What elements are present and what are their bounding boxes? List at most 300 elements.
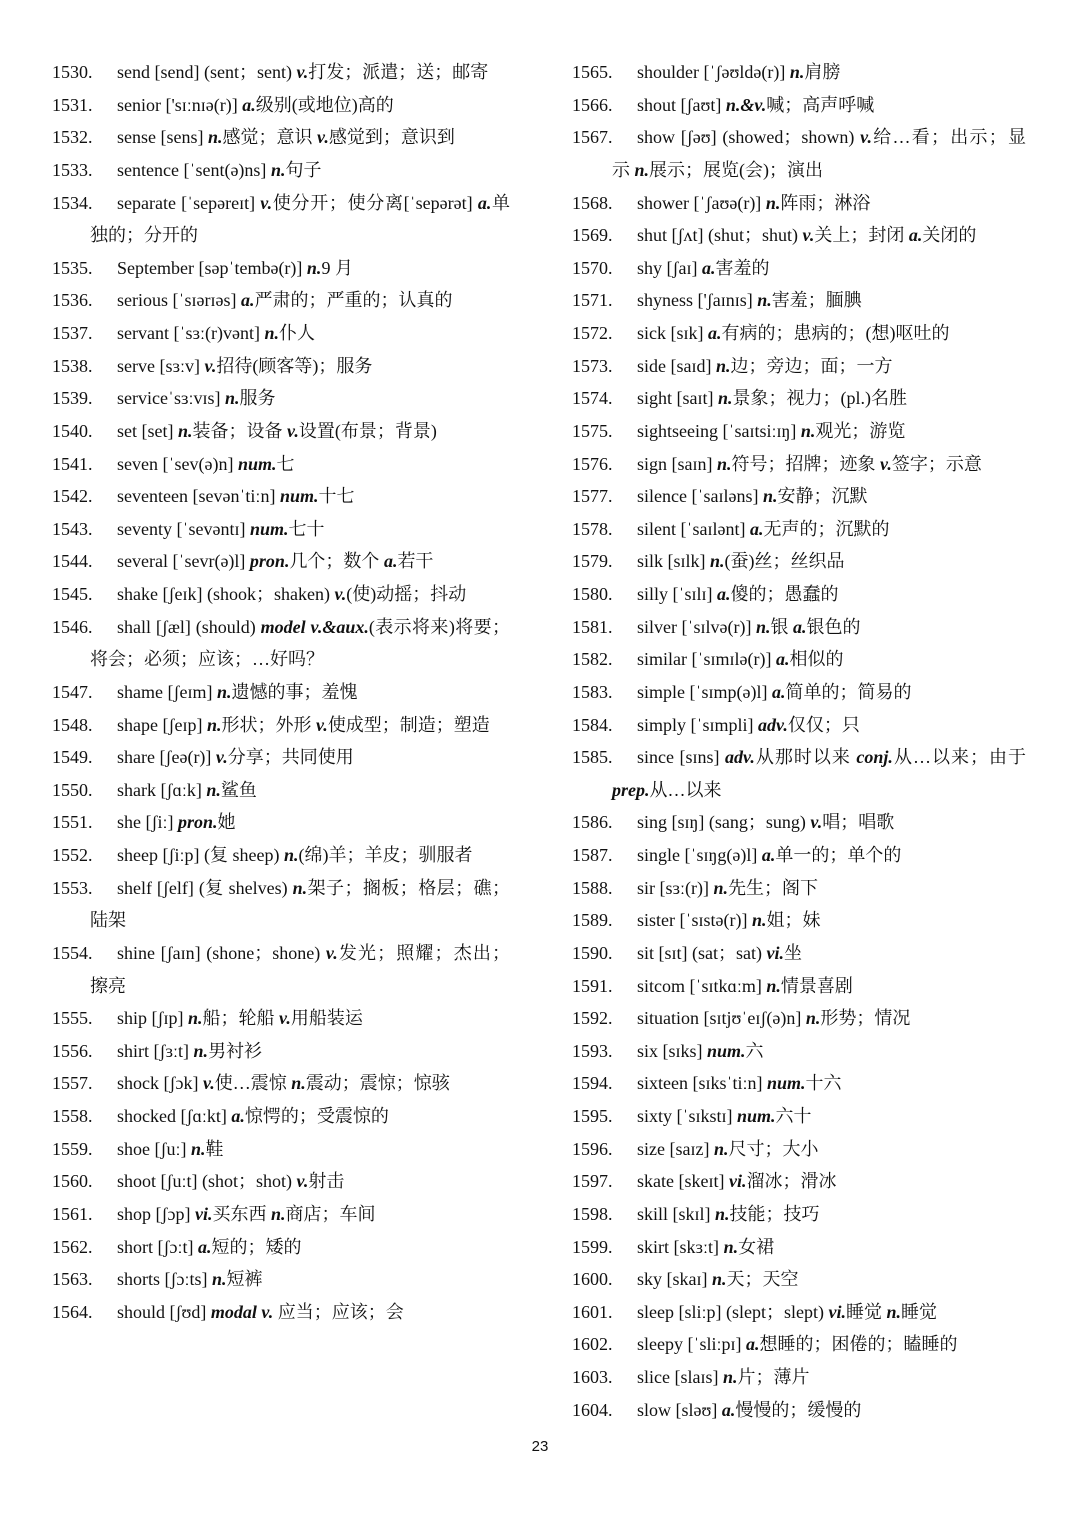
vocab-entry — [52, 154, 510, 187]
vocab-entry — [52, 513, 510, 546]
entry-number: 1536. — [52, 290, 93, 311]
vocab-entry — [52, 448, 510, 481]
vocab-entry — [572, 1263, 1026, 1296]
part-of-speech: model v.&aux. — [260, 616, 369, 637]
part-of-speech: n. — [886, 1301, 901, 1322]
entry-number: 1567. — [572, 127, 613, 148]
entry-number: 1601. — [572, 1301, 613, 1322]
definition-text: 句子 — [285, 159, 322, 180]
part-of-speech: a. — [477, 192, 492, 213]
definition-text: (绵)羊；羊皮；驯服者 — [298, 845, 473, 865]
entry-number: 1544. — [52, 551, 93, 572]
definition-text: 无声的；沉默的 — [763, 518, 890, 539]
part-of-speech: n. — [283, 845, 299, 865]
part-of-speech: a. — [775, 649, 790, 670]
definition-text: 天；天空 — [726, 1269, 799, 1290]
headword-text: should [ʃʊd] — [117, 1301, 211, 1322]
entry-number: 1543. — [52, 518, 93, 539]
definition-text: 傻的；愚蠢的 — [730, 584, 839, 604]
headword-text: seventeen [sevənˈtiːn] — [117, 486, 280, 507]
definition-text: 用船装运 — [290, 1008, 363, 1029]
definition-text: 想睡的；困倦的；瞌睡的 — [759, 1334, 958, 1355]
vocab-entry — [572, 187, 1026, 220]
headword-text: shoot [ʃuːt] (shot；shot) — [117, 1171, 297, 1192]
part-of-speech: v. — [802, 225, 815, 246]
headword-text: sleepy [ˈsliːpɪ] — [637, 1334, 746, 1355]
definition-text: 买东西 — [212, 1203, 271, 1224]
entry-number: 1530. — [52, 62, 93, 82]
entry-number: 1534. — [52, 192, 93, 213]
vocab-entry — [572, 643, 1026, 676]
entry-number: 1561. — [52, 1203, 93, 1224]
definition-text: 服务 — [239, 388, 276, 409]
vocab-entry — [572, 709, 1026, 742]
vocab-entry — [52, 284, 510, 317]
part-of-speech: a. — [717, 584, 731, 604]
definition-text: 六 — [745, 1040, 764, 1061]
headword-text: sentence [ˈsent(ə)ns] — [117, 159, 271, 180]
vocab-column-left — [52, 56, 510, 1328]
vocab-entry — [572, 1133, 1026, 1166]
part-of-speech: a. — [792, 616, 807, 637]
part-of-speech: v. — [325, 942, 338, 963]
definition-text: 景象；视力；(pl.)名胜 — [732, 388, 908, 409]
entry-number: 1579. — [572, 551, 613, 572]
vocab-entry — [572, 219, 1026, 252]
part-of-speech: n. — [757, 290, 772, 311]
entry-number: 1596. — [572, 1138, 613, 1159]
entry-number: 1533. — [52, 159, 93, 180]
definition-text: (使)动摇；抖动 — [346, 584, 467, 604]
vocab-entry — [52, 872, 510, 937]
entry-number: 1570. — [572, 257, 613, 278]
definition-text: 边；旁边；面；一方 — [730, 355, 893, 376]
entry-number: 1574. — [572, 388, 613, 409]
vocab-entry — [572, 676, 1026, 709]
part-of-speech: a. — [197, 1236, 212, 1257]
headword-text: situation [sɪtjʊˈeɪʃ(ə)n] — [637, 1008, 806, 1029]
part-of-speech: n. — [211, 1269, 227, 1290]
part-of-speech: modal v. — [210, 1301, 274, 1322]
headword-text: shy [ʃaɪ] — [637, 257, 702, 278]
entry-number: 1591. — [572, 975, 613, 996]
definition-text: 级别(或地位)高的 — [255, 94, 394, 115]
vocab-entry — [572, 513, 1026, 546]
headword-text: servant [ˈsɜː(r)vənt] — [117, 323, 265, 343]
vocab-column-right — [572, 56, 1026, 1426]
vocab-entry — [572, 806, 1026, 839]
headword-text: shame [ʃeɪm] — [117, 681, 217, 702]
definition-text: 形势；情况 — [820, 1008, 911, 1029]
entry-number: 1577. — [572, 486, 613, 507]
entry-number: 1531. — [52, 94, 93, 115]
entry-number: 1594. — [572, 1073, 613, 1094]
definition-text: 感觉到；意识到 — [328, 127, 455, 148]
vocab-entry — [52, 480, 510, 513]
headword-text: short [ʃɔːt] — [117, 1236, 198, 1257]
definition-text: 睡觉 — [845, 1301, 887, 1322]
definition-text: 六十 — [775, 1106, 812, 1126]
vocab-entry — [572, 89, 1026, 122]
definition-text: 若干 — [397, 551, 434, 572]
vocab-entry — [52, 1067, 510, 1100]
vocab-entry — [52, 839, 510, 872]
headword-text: skirt [skɜːt] — [637, 1236, 724, 1257]
entry-number: 1562. — [52, 1236, 93, 1257]
definition-text: 害羞的 — [715, 257, 770, 278]
part-of-speech: n. — [717, 453, 732, 474]
definition-text: 姐；妹 — [766, 910, 821, 931]
headword-text: shout [ʃaʊt] — [637, 94, 726, 115]
part-of-speech: vi. — [828, 1301, 846, 1322]
headword-text: sing [sɪŋ] (sang；sung) — [637, 812, 811, 833]
part-of-speech: num. — [766, 1073, 806, 1094]
part-of-speech: n. — [206, 779, 221, 800]
vocab-entry — [52, 1263, 510, 1296]
part-of-speech: v. — [204, 355, 217, 376]
definition-text: 从…以来 — [649, 779, 722, 800]
headword-text: shape [ʃeɪp] — [117, 714, 207, 735]
definition-text: 震动；震惊；惊骇 — [305, 1073, 450, 1094]
definition-text: 溜冰；滑冰 — [746, 1171, 837, 1192]
part-of-speech: n. — [805, 1008, 821, 1029]
part-of-speech: n. — [291, 1073, 306, 1094]
part-of-speech: n. — [216, 681, 232, 702]
vocab-entry — [52, 121, 510, 154]
entry-number: 1539. — [52, 388, 93, 409]
part-of-speech: n. — [713, 877, 729, 898]
headword-text: shoulder [ˈʃəʊldə(r)] — [637, 62, 790, 82]
definition-text: 尺寸；大小 — [728, 1138, 819, 1159]
headword-text: sick [sɪk] — [637, 323, 708, 343]
vocab-entry — [52, 578, 510, 611]
part-of-speech: a. — [701, 257, 716, 278]
vocab-entry — [52, 89, 510, 122]
definition-text: 分享；共同使用 — [227, 747, 354, 768]
vocab-entry — [572, 252, 1026, 285]
headword-text: separate [ˈsepəreɪt] — [117, 192, 261, 213]
vocab-entry — [572, 317, 1026, 350]
definition-text: 惊愕的；受震惊的 — [244, 1106, 389, 1126]
part-of-speech: n. — [306, 257, 322, 278]
vocab-entry — [572, 578, 1026, 611]
vocab-entry — [572, 741, 1026, 806]
definition-text: 射击 — [308, 1171, 345, 1192]
definition-text: 唱；唱歌 — [822, 812, 895, 833]
entry-number: 1556. — [52, 1040, 93, 1061]
headword-text: sheep [ʃiːp] (复 sheep) — [117, 845, 284, 865]
headword-text: show [ʃəʊ] (showed；shown) — [637, 127, 861, 148]
part-of-speech: v. — [279, 1008, 291, 1029]
headword-text: shark [ʃɑːk] — [117, 779, 207, 800]
definition-text: 关上；封闭 — [814, 225, 909, 246]
vocab-entry — [572, 1394, 1026, 1427]
part-of-speech: v. — [296, 62, 309, 82]
headword-text: sense [sens] — [117, 127, 208, 148]
entry-number: 1580. — [572, 584, 613, 604]
headword-text: shorts [ʃɔːts] — [117, 1269, 212, 1290]
part-of-speech: vi. — [194, 1203, 213, 1224]
headword-text: seven [ˈsev(ə)n] — [117, 453, 238, 474]
headword-text: skill [skɪl] — [637, 1203, 716, 1224]
part-of-speech: n. — [292, 877, 308, 898]
definition-text: 十七 — [318, 486, 355, 507]
headword-text: sixty [ˈsɪkstɪ] — [637, 1106, 738, 1126]
part-of-speech: a. — [745, 1334, 760, 1355]
part-of-speech: n. — [789, 62, 805, 82]
definition-text: 仆人 — [279, 323, 316, 343]
definition-text: 喊；高声呼喊 — [766, 94, 875, 115]
definition-text: 遗憾的事；羞愧 — [231, 681, 358, 702]
vocab-entry — [572, 1198, 1026, 1231]
part-of-speech: n. — [723, 1236, 739, 1257]
part-of-speech: num. — [279, 486, 319, 507]
definition-text: 简单的；简易的 — [785, 681, 912, 702]
headword-text: serviceˈsɜːvɪs] — [117, 388, 226, 409]
part-of-speech: n. — [193, 1040, 209, 1061]
part-of-speech: prep. — [612, 779, 650, 800]
vocab-entry — [52, 56, 510, 89]
headword-text: sister [ˈsɪstə(r)] — [637, 910, 752, 931]
part-of-speech: n. — [190, 1138, 206, 1159]
headword-text: send [send] (sent；sent) — [117, 62, 297, 82]
headword-text: shop [ʃɔp] — [117, 1203, 195, 1224]
entry-number: 1581. — [572, 616, 613, 637]
definition-text: 符号；招牌；迹象 — [731, 453, 881, 474]
part-of-speech: a. — [383, 551, 398, 572]
entry-number: 1595. — [572, 1106, 613, 1126]
part-of-speech: a. — [908, 225, 923, 246]
headword-text: set [set] — [117, 420, 178, 441]
vocab-entry — [572, 839, 1026, 872]
headword-text: shocked [ʃɑːkt] — [117, 1106, 232, 1126]
vocab-entry — [572, 611, 1026, 644]
part-of-speech: v. — [296, 1171, 309, 1192]
headword-text: silence [ˈsaɪləns] — [637, 486, 763, 507]
vocab-entry — [572, 1165, 1026, 1198]
part-of-speech: a. — [749, 518, 764, 539]
definition-text: 男衬衫 — [208, 1040, 263, 1061]
part-of-speech: n. — [713, 1138, 729, 1159]
vocab-entry — [572, 1361, 1026, 1394]
definition-text: 女裙 — [738, 1236, 775, 1257]
definition-text: 有病的；患病的；(想)呕吐的 — [721, 323, 950, 343]
vocab-entry — [52, 187, 510, 252]
entry-number: 1588. — [572, 877, 613, 898]
definition-text: 给…看；出示；显示 — [612, 127, 1027, 180]
part-of-speech: n. — [766, 975, 781, 996]
entry-number: 1535. — [52, 257, 93, 278]
vocab-entry — [52, 545, 510, 578]
definition-text: 阵雨；淋浴 — [780, 192, 871, 213]
part-of-speech: n. — [270, 159, 286, 180]
definition-text: 几个；数个 — [289, 551, 384, 572]
part-of-speech: n. — [800, 420, 816, 441]
vocab-entry — [572, 1002, 1026, 1035]
vocab-entry — [572, 1067, 1026, 1100]
definition-text: 片；薄片 — [737, 1367, 810, 1387]
vocab-entry — [572, 56, 1026, 89]
headword-text: sleep [sliːp] (slept；slept) — [637, 1301, 829, 1322]
headword-text: sightseeing [ˈsaɪtsiːɪŋ] — [637, 420, 801, 441]
part-of-speech: v. — [260, 192, 273, 213]
part-of-speech: a. — [771, 681, 786, 702]
definition-text: 相似的 — [789, 649, 844, 670]
entry-number: 1585. — [572, 747, 613, 768]
part-of-speech: n. — [722, 1367, 738, 1387]
headword-text: shirt [ʃɜːt] — [117, 1040, 194, 1061]
headword-text: senior ['sɪːnɪə(r)] — [117, 94, 243, 115]
headword-text: shall [ʃæl] (should) — [117, 616, 261, 637]
entry-number: 1582. — [572, 649, 613, 670]
part-of-speech: n.&v. — [725, 94, 767, 115]
part-of-speech: v. — [287, 420, 299, 441]
vocab-entry — [52, 676, 510, 709]
definition-text: 使…震惊 — [214, 1073, 292, 1094]
part-of-speech: a. — [242, 94, 256, 115]
entry-number: 1555. — [52, 1008, 93, 1029]
definition-text: 她 — [217, 812, 236, 833]
entry-number: 1560. — [52, 1171, 93, 1192]
headword-text: she [ʃiː] — [117, 812, 178, 833]
definition-text: 情景喜剧 — [780, 975, 853, 996]
entry-number: 1559. — [52, 1138, 93, 1159]
part-of-speech: n. — [206, 714, 222, 735]
definition-text: 技能；技巧 — [729, 1203, 820, 1224]
definition-text: 从那时以来 — [754, 747, 857, 768]
part-of-speech: v. — [215, 747, 228, 768]
part-of-speech: adv. — [725, 747, 755, 768]
part-of-speech: conj. — [856, 747, 893, 768]
entry-number: 1563. — [52, 1269, 93, 1290]
part-of-speech: num. — [737, 1106, 776, 1126]
part-of-speech: a. — [708, 323, 722, 343]
entry-number: 1589. — [572, 910, 613, 931]
headword-text: seventy [ˈsevəntɪ] — [117, 518, 250, 539]
vocab-entry — [572, 904, 1026, 937]
headword-text: September [səpˈtembə(r)] — [117, 257, 307, 278]
definition-text: 9 月 — [321, 257, 353, 278]
vocab-entry — [52, 709, 510, 742]
definition-text: 安静；沉默 — [777, 486, 868, 507]
headword-text: since [sɪns] — [637, 747, 726, 768]
headword-text: shoe [ʃuː] — [117, 1138, 191, 1159]
page-number: 23 — [531, 1438, 549, 1455]
definition-text: 架子；搁板；格层；礁；陆架 — [90, 877, 511, 931]
headword-text: sixteen [sɪksˈtiːn] — [637, 1073, 767, 1094]
entry-number: 1542. — [52, 486, 93, 507]
part-of-speech: vi. — [728, 1171, 747, 1192]
headword-text: silk [sɪlk] — [637, 551, 711, 572]
vocab-entry — [52, 1100, 510, 1133]
vocab-entry — [572, 415, 1026, 448]
entry-number: 1578. — [572, 518, 613, 539]
entry-number: 1558. — [52, 1106, 93, 1126]
definition-text: 打发；派遣；送；邮寄 — [308, 62, 489, 82]
entry-number: 1546. — [52, 616, 93, 637]
headword-text: several [ˈsevr(ə)l] — [117, 551, 250, 572]
entry-number: 1599. — [572, 1236, 613, 1257]
headword-text: sign [saɪn] — [637, 453, 717, 474]
entry-number: 1551. — [52, 812, 93, 833]
part-of-speech: num. — [237, 453, 277, 474]
definition-text: 装备；设备 — [192, 420, 287, 441]
headword-text: shower [ˈʃaʊə(r)] — [637, 192, 766, 213]
definition-text: 招待(顾客等)；服务 — [216, 355, 373, 376]
headword-text: shine [ʃaɪn] (shone；shone) — [117, 942, 326, 963]
entry-number: 1541. — [52, 453, 93, 474]
definition-text: 先生；阁下 — [728, 877, 819, 898]
entry-number: 1572. — [572, 323, 613, 343]
part-of-speech: n. — [712, 1269, 727, 1290]
headword-text: simply [ˈsɪmpli] — [637, 714, 758, 735]
headword-text: six [sɪks] — [637, 1040, 708, 1061]
part-of-speech: v. — [860, 127, 872, 148]
definition-text: 观光；游览 — [815, 420, 906, 441]
entry-number: 1598. — [572, 1203, 613, 1224]
vocab-entry — [572, 1035, 1026, 1068]
entry-number: 1547. — [52, 681, 93, 702]
entry-number: 1587. — [572, 845, 613, 865]
headword-text: serve [sɜːv] — [117, 355, 205, 376]
vocab-entry — [572, 1328, 1026, 1361]
entry-number: 1575. — [572, 420, 613, 441]
part-of-speech: v. — [317, 127, 329, 148]
entry-number: 1573. — [572, 355, 613, 376]
part-of-speech: a. — [761, 845, 776, 865]
vocab-entry — [52, 1231, 510, 1264]
part-of-speech: pron. — [177, 812, 218, 833]
entry-number: 1532. — [52, 127, 93, 148]
vocab-entry — [52, 1035, 510, 1068]
entry-number: 1540. — [52, 420, 93, 441]
headword-text: share [ʃeə(r)] — [117, 747, 216, 768]
part-of-speech: a. — [721, 1399, 736, 1420]
vocab-entry — [572, 448, 1026, 481]
definition-text: 肩膀 — [804, 62, 841, 82]
headword-text: shock [ʃɔk] — [117, 1073, 203, 1094]
entry-number: 1538. — [52, 355, 93, 376]
part-of-speech: v. — [315, 714, 328, 735]
definition-text: 签字；示意 — [891, 453, 982, 474]
entry-number: 1566. — [572, 94, 613, 115]
vocab-entry — [572, 350, 1026, 383]
part-of-speech: n. — [225, 388, 240, 409]
part-of-speech: adv. — [758, 714, 788, 735]
part-of-speech: n. — [710, 551, 725, 572]
vocab-entry — [52, 350, 510, 383]
entry-number: 1569. — [572, 225, 613, 246]
headword-text: shyness ['ʃaɪnɪs] — [637, 290, 758, 311]
definition-text: 船；轮船 — [202, 1008, 280, 1029]
definition-text: 感觉；意识 — [222, 127, 317, 148]
definition-text: 害羞；腼腆 — [771, 290, 862, 311]
vocab-entry — [572, 970, 1026, 1003]
headword-text: sitcom [ˈsɪtkɑːm] — [637, 975, 767, 996]
headword-text: single [ˈsɪŋg(ə)l] — [637, 845, 762, 865]
part-of-speech: v. — [334, 584, 347, 604]
entry-number: 1603. — [572, 1367, 613, 1387]
headword-text: sit [sɪt] (sat；sat) — [637, 942, 767, 963]
headword-text: shake [ʃeɪk] (shook；shaken) — [117, 584, 335, 604]
definition-text: 坐 — [783, 942, 802, 963]
part-of-speech: a. — [240, 290, 255, 311]
headword-text: silly [ˈsɪlɪ] — [637, 584, 717, 604]
definition-text: 单独的；分开的 — [90, 192, 511, 246]
headword-text: simple [ˈsɪmp(ə)l] — [637, 681, 772, 702]
definition-text: 商店；车间 — [285, 1203, 376, 1224]
headword-text: silent [ˈsaɪlənt] — [637, 518, 750, 539]
